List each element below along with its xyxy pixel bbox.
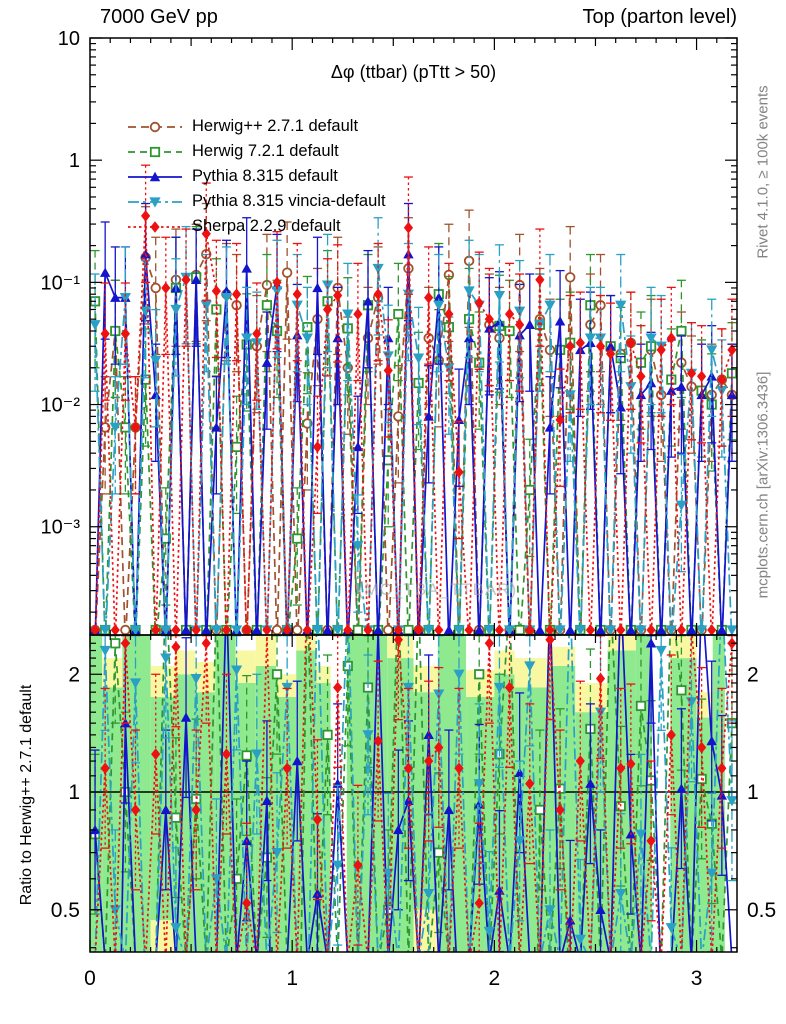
legend-label: Pythia 8.315 default	[192, 167, 338, 185]
x-tick-label: 1	[286, 967, 299, 990]
legend-label: Sherpa 2.2.9 default	[192, 217, 341, 235]
y-ratio-tick-label: 2	[68, 663, 80, 687]
y-main-tick-label: 10⁻³	[40, 516, 80, 539]
legend-item-2	[126, 139, 386, 164]
analysis-title: Top (parton level)	[582, 6, 737, 28]
legend-item-1	[126, 114, 386, 139]
y-ratio-tick-label: 0.5	[50, 898, 80, 922]
ratio-uncertainty-bands	[90, 635, 737, 952]
y-main-tick-label: 1	[68, 150, 80, 173]
observable-title: Δφ (ttbar) (pTtt > 50)	[330, 62, 497, 82]
legend-sample	[126, 191, 184, 213]
y-main-tick-label: 10⁻²	[40, 394, 80, 417]
x-tick-label: 2	[488, 967, 501, 990]
ratio-axis-label: Ratio to Herwig++ 2.7.1 default	[18, 684, 35, 906]
legend-item-4	[126, 189, 386, 214]
y-ratio-tick-label: 1	[747, 781, 759, 805]
legend-sample	[126, 216, 184, 238]
y-ratio-tick-label: 1	[68, 781, 80, 805]
legend-item-5	[126, 214, 386, 239]
legend-label: Herwig++ 2.7.1 default	[192, 117, 359, 135]
beam-energy-title: 7000 GeV pp	[100, 6, 218, 28]
mcplots-reference-label: mcplots.cern.ch [arXiv:1306.3436]	[754, 371, 772, 599]
legend-label: Pythia 8.315 vincia-default	[192, 192, 386, 210]
legend-sample	[126, 141, 184, 163]
legend	[126, 114, 386, 239]
legend-sample	[126, 166, 184, 188]
watermark: (MC_TBA_TTBAR)	[357, 580, 518, 599]
y-main-tick-label: 10⁻¹	[40, 272, 80, 295]
rivet-version-label: Rivet 4.1.0, ≥ 100k events	[754, 85, 772, 259]
legend-label: Herwig 7.2.1 default	[192, 142, 339, 160]
x-tick-label: 3	[690, 967, 703, 990]
y-ratio-tick-label: 0.5	[747, 898, 777, 922]
y-ratio-tick-label: 2	[747, 663, 759, 687]
legend-sample	[126, 116, 184, 138]
legend-item-3	[126, 164, 386, 189]
y-main-tick-label: 10	[57, 28, 80, 50]
x-tick-label: 0	[84, 967, 96, 990]
